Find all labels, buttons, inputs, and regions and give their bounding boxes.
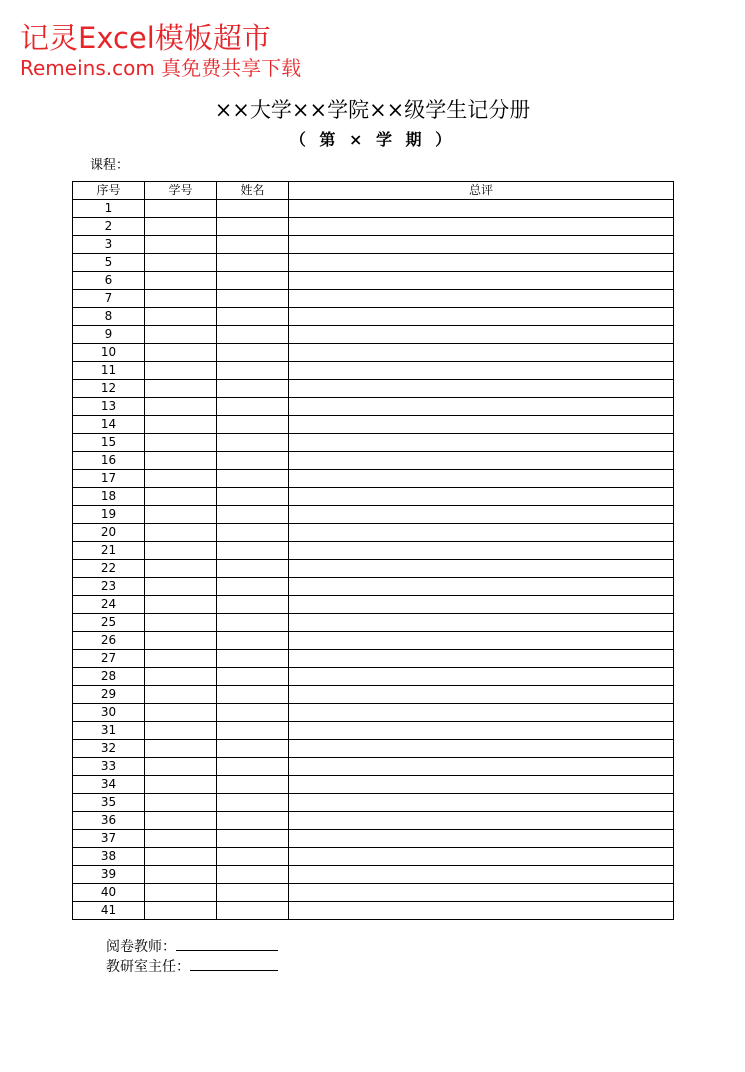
name-cell[interactable] xyxy=(217,650,289,668)
row-seq-cell: 5 xyxy=(73,254,145,272)
name-cell[interactable] xyxy=(217,416,289,434)
student-id-cell[interactable] xyxy=(145,308,217,326)
name-cell[interactable] xyxy=(217,632,289,650)
table-row xyxy=(73,272,674,290)
table-row xyxy=(73,452,674,470)
student-id-cell[interactable] xyxy=(145,812,217,830)
total-score-cell[interactable] xyxy=(289,866,674,884)
name-cell[interactable] xyxy=(217,470,289,488)
name-cell[interactable] xyxy=(217,218,289,236)
total-score-cell[interactable] xyxy=(289,884,674,902)
student-id-cell[interactable] xyxy=(145,632,217,650)
table-row xyxy=(73,398,674,416)
student-id-cell[interactable] xyxy=(145,452,217,470)
row-seq-cell: 39 xyxy=(73,866,145,884)
total-score-cell[interactable] xyxy=(289,506,674,524)
row-seq-cell: 30 xyxy=(73,704,145,722)
row-seq-cell: 31 xyxy=(73,722,145,740)
table-row xyxy=(73,830,674,848)
total-score-cell[interactable] xyxy=(289,524,674,542)
total-score-cell[interactable] xyxy=(289,398,674,416)
grader-label: 阅卷教师： xyxy=(106,939,176,955)
name-cell[interactable] xyxy=(217,812,289,830)
name-cell[interactable] xyxy=(217,722,289,740)
table-row xyxy=(73,470,674,488)
student-id-cell[interactable] xyxy=(145,686,217,704)
table-row xyxy=(73,794,674,812)
row-seq-cell: 26 xyxy=(73,632,145,650)
total-score-cell[interactable] xyxy=(289,704,674,722)
row-seq-cell: 13 xyxy=(73,398,145,416)
row-seq-cell: 17 xyxy=(73,470,145,488)
name-cell[interactable] xyxy=(217,434,289,452)
table-row xyxy=(73,902,674,920)
table-row xyxy=(73,290,674,308)
row-seq-cell: 10 xyxy=(73,344,145,362)
total-score-cell[interactable] xyxy=(289,758,674,776)
total-score-cell[interactable] xyxy=(289,740,674,758)
grader-line xyxy=(106,936,278,957)
row-seq-cell: 7 xyxy=(73,290,145,308)
row-seq-cell: 25 xyxy=(73,614,145,632)
name-cell[interactable] xyxy=(217,614,289,632)
row-seq-cell: 28 xyxy=(73,668,145,686)
row-seq-cell: 9 xyxy=(73,326,145,344)
table-row xyxy=(73,200,674,218)
student-id-cell[interactable] xyxy=(145,290,217,308)
table-row xyxy=(73,416,674,434)
total-score-cell[interactable] xyxy=(289,488,674,506)
student-id-cell[interactable] xyxy=(145,542,217,560)
total-score-cell[interactable] xyxy=(289,452,674,470)
row-seq-cell: 18 xyxy=(73,488,145,506)
student-id-cell[interactable] xyxy=(145,272,217,290)
table-row xyxy=(73,488,674,506)
total-score-cell[interactable] xyxy=(289,722,674,740)
total-score-cell[interactable] xyxy=(289,668,674,686)
row-seq-cell: 37 xyxy=(73,830,145,848)
student-id-cell[interactable] xyxy=(145,848,217,866)
name-cell[interactable] xyxy=(217,902,289,920)
row-seq-cell: 15 xyxy=(73,434,145,452)
table-row xyxy=(73,326,674,344)
total-score-cell[interactable] xyxy=(289,812,674,830)
student-id-cell[interactable] xyxy=(145,254,217,272)
table-row xyxy=(73,668,674,686)
table-row xyxy=(73,578,674,596)
name-cell[interactable] xyxy=(217,344,289,362)
table-row xyxy=(73,632,674,650)
total-score-cell[interactable] xyxy=(289,614,674,632)
table-row xyxy=(73,362,674,380)
student-id-cell[interactable] xyxy=(145,722,217,740)
student-id-cell[interactable] xyxy=(145,560,217,578)
row-seq-cell: 40 xyxy=(73,884,145,902)
student-id-cell[interactable] xyxy=(145,902,217,920)
score-table xyxy=(72,181,674,920)
row-seq-cell: 20 xyxy=(73,524,145,542)
student-id-cell[interactable] xyxy=(145,794,217,812)
table-row xyxy=(73,812,674,830)
name-cell[interactable] xyxy=(217,794,289,812)
row-seq-cell: 11 xyxy=(73,362,145,380)
name-cell[interactable] xyxy=(217,740,289,758)
student-id-cell[interactable] xyxy=(145,704,217,722)
total-score-cell[interactable] xyxy=(289,776,674,794)
row-seq-cell: 22 xyxy=(73,560,145,578)
total-score-cell[interactable] xyxy=(289,902,674,920)
header-total-score: 总评 xyxy=(289,182,674,200)
table-row xyxy=(73,884,674,902)
row-seq-cell: 2 xyxy=(73,218,145,236)
name-cell[interactable] xyxy=(217,596,289,614)
total-score-cell[interactable] xyxy=(289,560,674,578)
total-score-cell[interactable] xyxy=(289,434,674,452)
row-seq-cell: 29 xyxy=(73,686,145,704)
total-score-cell[interactable] xyxy=(289,632,674,650)
table-row xyxy=(73,650,674,668)
name-cell[interactable] xyxy=(217,380,289,398)
name-cell[interactable] xyxy=(217,830,289,848)
name-cell[interactable] xyxy=(217,560,289,578)
name-cell[interactable] xyxy=(217,506,289,524)
student-id-cell[interactable] xyxy=(145,470,217,488)
row-seq-cell: 14 xyxy=(73,416,145,434)
header-name: 姓名 xyxy=(217,182,289,200)
director-line xyxy=(106,956,278,977)
director-signature-blank[interactable] xyxy=(190,956,278,971)
row-seq-cell: 6 xyxy=(73,272,145,290)
watermark-title: 记灵Excel模板超市 xyxy=(20,21,271,55)
name-cell[interactable] xyxy=(217,866,289,884)
table-row xyxy=(73,542,674,560)
total-score-cell[interactable] xyxy=(289,344,674,362)
name-cell[interactable] xyxy=(217,758,289,776)
table-row xyxy=(73,722,674,740)
row-seq-cell: 34 xyxy=(73,776,145,794)
name-cell[interactable] xyxy=(217,362,289,380)
total-score-cell[interactable] xyxy=(289,470,674,488)
course-label: 课程： xyxy=(90,158,130,173)
name-cell[interactable] xyxy=(217,452,289,470)
name-cell[interactable] xyxy=(217,236,289,254)
name-cell[interactable] xyxy=(217,200,289,218)
row-seq-cell: 1 xyxy=(73,200,145,218)
row-seq-cell: 3 xyxy=(73,236,145,254)
student-id-cell[interactable] xyxy=(145,344,217,362)
name-cell[interactable] xyxy=(217,524,289,542)
row-seq-cell: 38 xyxy=(73,848,145,866)
student-id-cell[interactable] xyxy=(145,830,217,848)
total-score-cell[interactable] xyxy=(289,794,674,812)
table-row xyxy=(73,344,674,362)
row-seq-cell: 24 xyxy=(73,596,145,614)
table-row xyxy=(73,686,674,704)
row-seq-cell: 36 xyxy=(73,812,145,830)
name-cell[interactable] xyxy=(217,668,289,686)
row-seq-cell: 16 xyxy=(73,452,145,470)
name-cell[interactable] xyxy=(217,308,289,326)
name-cell[interactable] xyxy=(217,704,289,722)
table-header-row xyxy=(73,182,674,200)
total-score-cell[interactable] xyxy=(289,848,674,866)
table-row xyxy=(73,308,674,326)
name-cell[interactable] xyxy=(217,290,289,308)
table-row xyxy=(73,848,674,866)
row-seq-cell: 27 xyxy=(73,650,145,668)
row-seq-cell: 8 xyxy=(73,308,145,326)
total-score-cell[interactable] xyxy=(289,542,674,560)
name-cell[interactable] xyxy=(217,686,289,704)
row-seq-cell: 41 xyxy=(73,902,145,920)
row-seq-cell: 12 xyxy=(73,380,145,398)
total-score-cell[interactable] xyxy=(289,308,674,326)
table-row xyxy=(73,236,674,254)
semester-subtitle: （ 第 × 学 期 ） xyxy=(289,130,456,149)
student-id-cell[interactable] xyxy=(145,758,217,776)
header-student-id: 学号 xyxy=(145,182,217,200)
total-score-cell[interactable] xyxy=(289,380,674,398)
total-score-cell[interactable] xyxy=(289,272,674,290)
student-id-cell[interactable] xyxy=(145,596,217,614)
total-score-cell[interactable] xyxy=(289,254,674,272)
table-row xyxy=(73,614,674,632)
name-cell[interactable] xyxy=(217,398,289,416)
name-cell[interactable] xyxy=(217,254,289,272)
total-score-cell[interactable] xyxy=(289,578,674,596)
student-id-cell[interactable] xyxy=(145,578,217,596)
table-row xyxy=(73,524,674,542)
table-row xyxy=(73,434,674,452)
student-id-cell[interactable] xyxy=(145,776,217,794)
name-cell[interactable] xyxy=(217,578,289,596)
total-score-cell[interactable] xyxy=(289,686,674,704)
student-id-cell[interactable] xyxy=(145,740,217,758)
table-row xyxy=(73,506,674,524)
total-score-cell[interactable] xyxy=(289,830,674,848)
student-id-cell[interactable] xyxy=(145,200,217,218)
row-seq-cell: 21 xyxy=(73,542,145,560)
table-row xyxy=(73,758,674,776)
name-cell[interactable] xyxy=(217,272,289,290)
student-id-cell[interactable] xyxy=(145,434,217,452)
student-id-cell[interactable] xyxy=(145,380,217,398)
student-id-cell[interactable] xyxy=(145,884,217,902)
student-id-cell[interactable] xyxy=(145,614,217,632)
total-score-cell[interactable] xyxy=(289,326,674,344)
row-seq-cell: 23 xyxy=(73,578,145,596)
table-row xyxy=(73,776,674,794)
row-seq-cell: 19 xyxy=(73,506,145,524)
student-id-cell[interactable] xyxy=(145,866,217,884)
page-title: ××大学××学院××级学生记分册 xyxy=(214,98,531,122)
table-row xyxy=(73,254,674,272)
total-score-cell[interactable] xyxy=(289,236,674,254)
total-score-cell[interactable] xyxy=(289,200,674,218)
name-cell[interactable] xyxy=(217,488,289,506)
student-id-cell[interactable] xyxy=(145,236,217,254)
total-score-cell[interactable] xyxy=(289,218,674,236)
row-seq-cell: 35 xyxy=(73,794,145,812)
table-row xyxy=(73,596,674,614)
student-id-cell[interactable] xyxy=(145,326,217,344)
table-row xyxy=(73,704,674,722)
student-id-cell[interactable] xyxy=(145,488,217,506)
director-label: 教研室主任： xyxy=(106,959,190,975)
grader-signature-blank[interactable] xyxy=(176,936,278,951)
total-score-cell[interactable] xyxy=(289,362,674,380)
name-cell[interactable] xyxy=(217,776,289,794)
student-id-cell[interactable] xyxy=(145,506,217,524)
name-cell[interactable] xyxy=(217,542,289,560)
student-id-cell[interactable] xyxy=(145,650,217,668)
student-id-cell[interactable] xyxy=(145,668,217,686)
total-score-cell[interactable] xyxy=(289,290,674,308)
name-cell[interactable] xyxy=(217,848,289,866)
header-seq: 序号 xyxy=(73,182,145,200)
row-seq-cell: 32 xyxy=(73,740,145,758)
student-id-cell[interactable] xyxy=(145,218,217,236)
total-score-cell[interactable] xyxy=(289,416,674,434)
table-row xyxy=(73,866,674,884)
watermark-logo xyxy=(20,20,301,80)
watermark-subtitle: Remeins.com 真免费共享下载 xyxy=(20,56,302,80)
table-body xyxy=(73,200,674,920)
total-score-cell[interactable] xyxy=(289,650,674,668)
table-row xyxy=(73,218,674,236)
table-row xyxy=(73,740,674,758)
table-row xyxy=(73,560,674,578)
row-seq-cell: 33 xyxy=(73,758,145,776)
student-id-cell[interactable] xyxy=(145,398,217,416)
student-id-cell[interactable] xyxy=(145,524,217,542)
student-id-cell[interactable] xyxy=(145,362,217,380)
name-cell[interactable] xyxy=(217,326,289,344)
student-id-cell[interactable] xyxy=(145,416,217,434)
table-row xyxy=(73,380,674,398)
name-cell[interactable] xyxy=(217,884,289,902)
total-score-cell[interactable] xyxy=(289,596,674,614)
